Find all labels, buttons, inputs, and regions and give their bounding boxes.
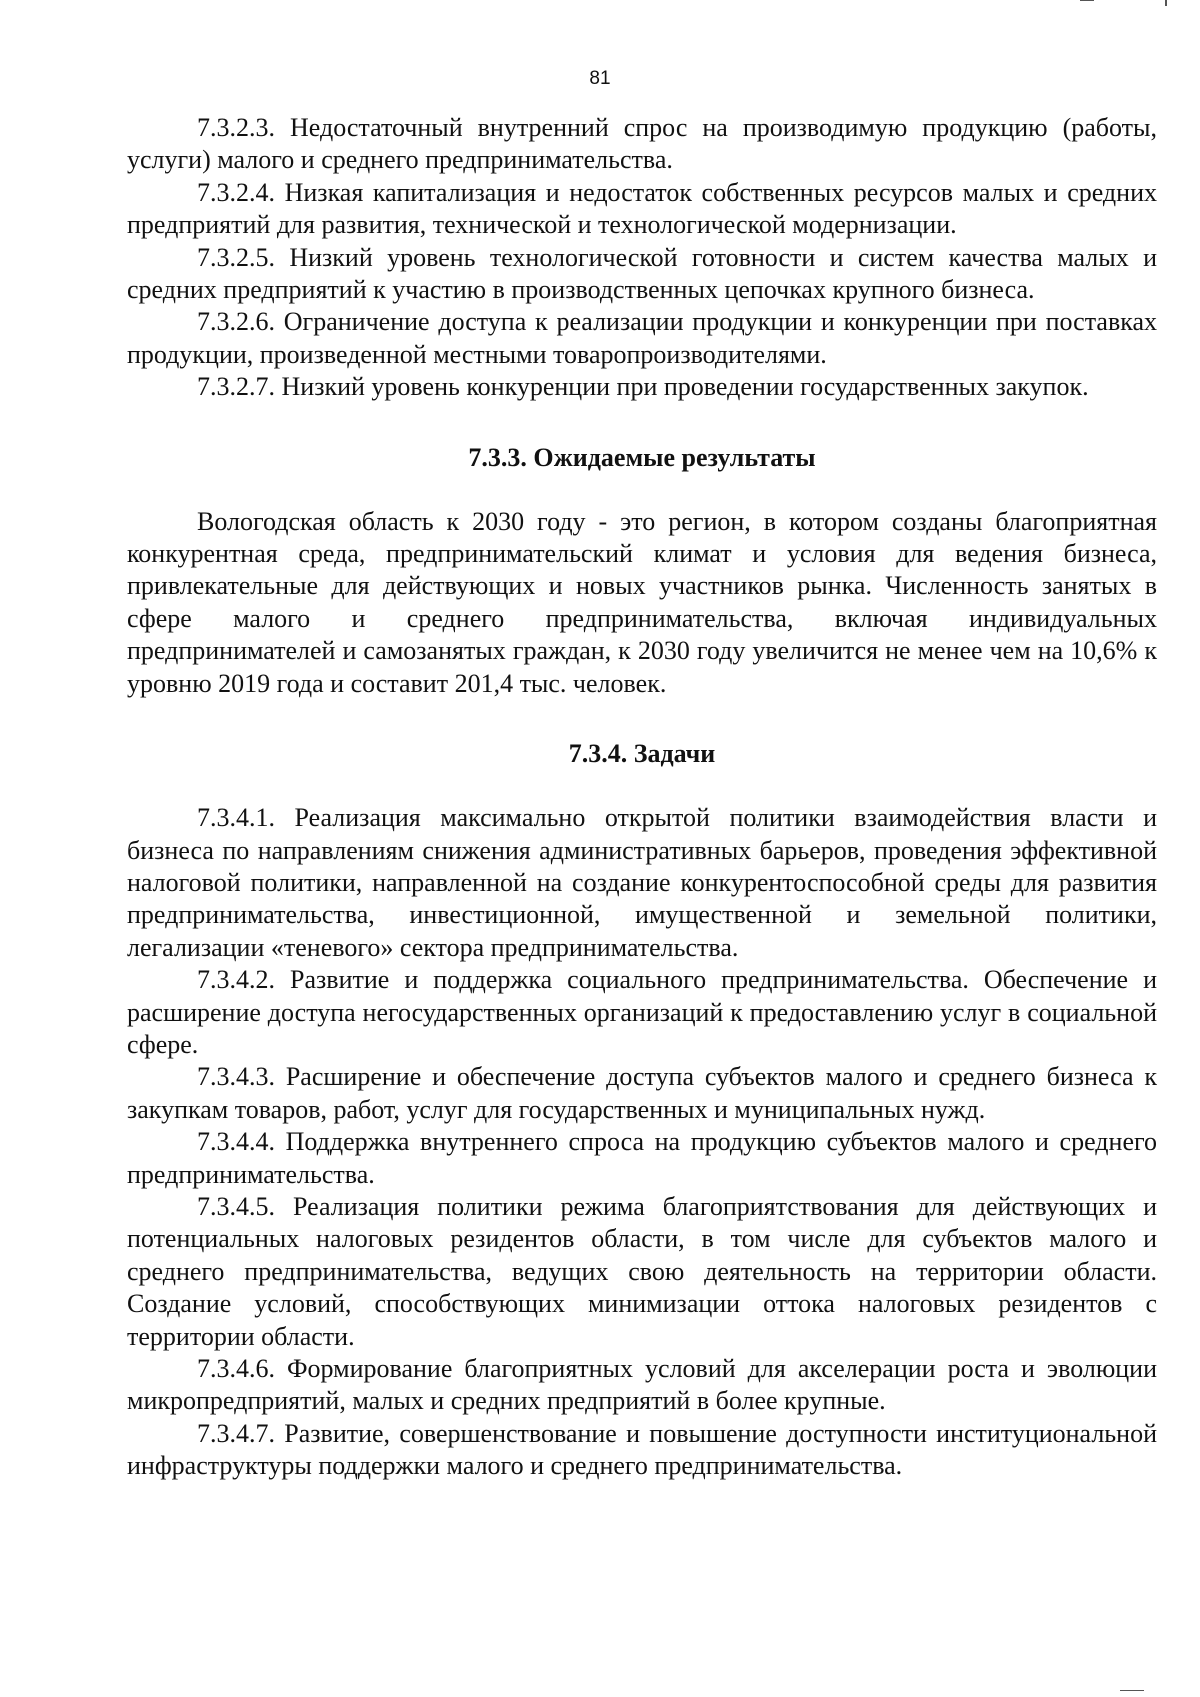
task-7-3-4-1: 7.3.4.1. Реализация максимально открытой политики взаимодействия власти и бизнеса по направлениям снижения административных барьеров, проведения эффективной налоговой политики, направленной на создание конкурентоспособной среды для развития предпринимательства, инвестиционной, имущественной и земельной политики, легализации «теневого» сектора предпринимательства.: [127, 803, 1157, 962]
item-7-3-2-6: 7.3.2.6. Ограничение доступа к реализации продукции и конкуренции при поставках продукции, произведенной местными товаропроизводителями.: [127, 307, 1157, 369]
page-number: 81: [589, 68, 611, 89]
item-7-3-2-4: 7.3.2.4. Низкая капитализация и недостаток собственных ресурсов малых и средних предприятий для развития, технической и технологической модернизации.: [127, 177, 1157, 240]
item-7-3-2-3: 7.3.2.3. Недостаточный внутренний спрос на производимую продукцию (работы, услуги) малого и среднего предпринимательства.: [127, 113, 1157, 175]
expected-results-paragraph: Вологодская область к 2030 году - это регион, в котором созданы благоприятная конкурентная среда, предпринимательский климат и условия для ведения бизнеса, привлекательные для действующих и новых участников рынка. Численность занятых в сфере малого и среднего предпринимательства, включая индивидуальных предпринимателей и самозанятых граждан, к 2030 году увеличится не менее чем на 10,6% к уровню 2019 года и составит 201,4 тыс. человек.: [127, 506, 1157, 698]
scan-mark-top-corner: [1080, 0, 1094, 1]
item-7-3-2-7: 7.3.2.7. Низкий уровень конкуренции при проведении государственных закупок.: [197, 372, 1089, 402]
task-7-3-4-6: 7.3.4.6. Формирование благоприятных условий для акселерации роста и эволюции микропредприятий, малых и средних предприятий в более крупные.: [127, 1354, 1157, 1416]
scan-mark-top-right: [1165, 0, 1167, 6]
task-7-3-4-4: 7.3.4.4. Поддержка внутреннего спроса на продукцию субъектов малого и среднего предпринимательства.: [127, 1127, 1157, 1189]
section-7-3-2-list: [127, 112, 1157, 404]
item-7-3-2-5: 7.3.2.5. Низкий уровень технологической готовности и систем качества малых и средних предприятий к участию в производственных цепочках крупного бизнеса.: [127, 242, 1157, 305]
scan-mark-bottom-right: [1120, 1690, 1144, 1691]
heading-tasks: 7.3.4. Задачи: [568, 739, 716, 769]
section-7-3-4-list: [127, 802, 1157, 1483]
heading-expected-results: 7.3.3. Ожидаемые результаты: [468, 442, 816, 472]
task-7-3-4-3: 7.3.4.3. Расширение и обеспечение доступа субъектов малого и среднего бизнеса к закупкам товаров, работ, услуг для государственных и муниципальных нужд.: [127, 1062, 1157, 1124]
task-7-3-4-2: 7.3.4.2. Развитие и поддержка социального предпринимательства. Обеспечение и расширение доступа негосударственных организаций к предоставлению услуг в социальной сфере.: [127, 965, 1157, 1059]
task-7-3-4-5: 7.3.4.5. Реализация политики режима благоприятствования для действующих и потенциальных налоговых резидентов области, в том числе для субъектов малого и среднего предпринимательства, ведущих свою деятельность на территории области. Создание условий, способствующих минимизации оттока налоговых резидентов с территории области.: [127, 1191, 1157, 1351]
document-body: [127, 112, 1157, 1483]
task-7-3-4-7: 7.3.4.7. Развитие, совершенствование и повышение доступности институциональной инфраструктуры поддержки малого и среднего предпринимательства.: [127, 1418, 1157, 1481]
